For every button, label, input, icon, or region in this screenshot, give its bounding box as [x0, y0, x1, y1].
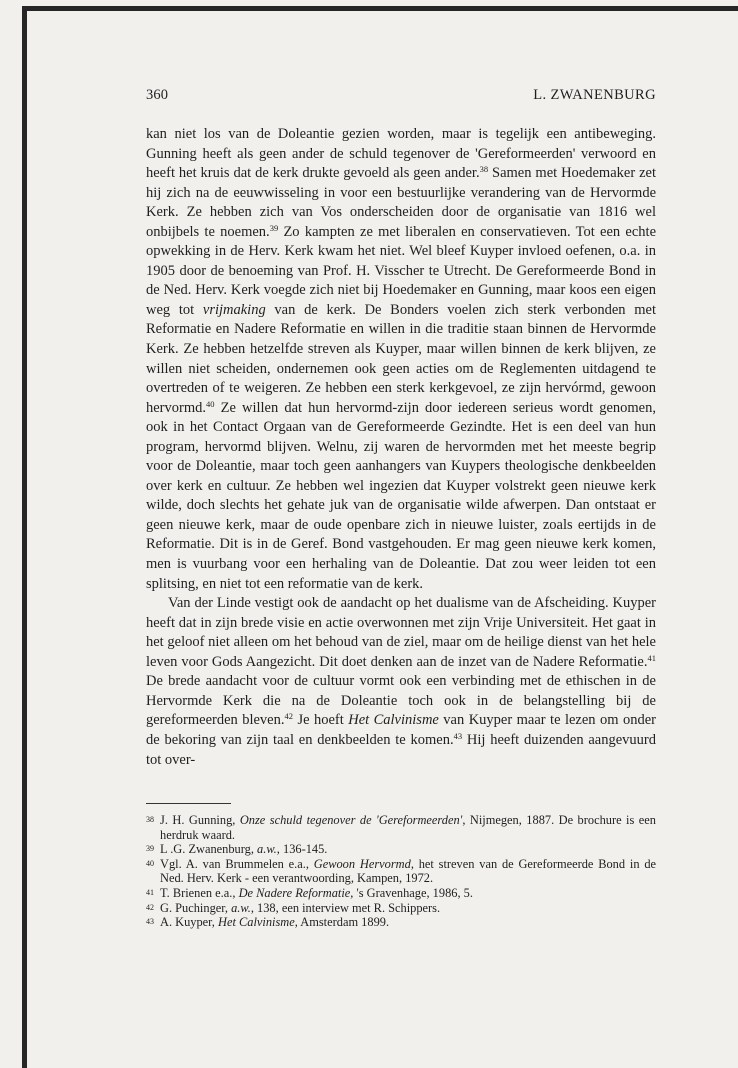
- footnote-text: [160, 857, 656, 886]
- scan-border-top: [22, 6, 738, 11]
- text-run: van Kuyper maar te lezen om onder de bekoring van zijn taal en denkbeelden te komen.: [146, 712, 656, 748]
- footnote-number: 39: [146, 844, 154, 854]
- footnote-item: [146, 915, 656, 930]
- italic-title: a.w.: [257, 842, 277, 857]
- italic-title: Gewoon Hervormd: [313, 856, 411, 871]
- footnote-number: 38: [146, 815, 154, 825]
- footnotes: [146, 813, 656, 930]
- text-run: Je hoeft: [293, 712, 349, 729]
- footnote-ref[interactable]: 39: [269, 222, 279, 233]
- footnote-number: 41: [146, 888, 154, 898]
- text-run: T. Brienen e.a.,: [160, 886, 239, 901]
- text-run: Van der Linde vestigt ook de aandacht op het dualisme van de Afscheiding. Kuyper heeft dat in zijn brede visie en actie overwonnen met zijn Vrije Universiteit. Het gaat in het geloof niet alleen om het behoud van de ziel, maar om de heilige dienst van het hele leven voor Gods Aangezicht. Dit doet denken aan de inzet van de Nadere Reformatie.: [146, 595, 656, 670]
- text-run: , het streven van de Gereformeerde Bond in de Ned. Herv. Kerk - een verantwoording, Kampen, 1972.: [160, 856, 657, 886]
- text-run: , 136-145.: [276, 842, 328, 857]
- footnote-text: [160, 813, 656, 842]
- footnote-item: [146, 857, 656, 886]
- footnote-item: [146, 842, 656, 857]
- text-run: Samen met Hoedemaker zet hij zich na de eeuwwisseling in voor een bestuurlijke verandering van de Hervormde Kerk. Ze hebben zich van Vos onderscheiden door de organisatie van 1816 wel onbijbels te noemen.: [146, 165, 656, 240]
- footnote-separator: [146, 803, 231, 804]
- italic-title: Onze schuld tegenover de 'Gereformeerden': [239, 813, 463, 828]
- text-run: , 's Gravenhage, 1986, 5.: [350, 886, 473, 901]
- footnote-ref[interactable]: 40: [206, 398, 215, 409]
- footnote-number: 42: [146, 902, 154, 912]
- text-run: Hij heeft duizenden aangevuurd tot over-: [146, 731, 656, 768]
- text-run: G. Puchinger,: [160, 900, 232, 915]
- italic-title: Het Calvinisme: [348, 712, 439, 729]
- footnote-ref[interactable]: 38: [479, 164, 489, 175]
- text-run: , Amsterdam 1899.: [294, 915, 390, 930]
- italic-title: De Nadere Reformatie: [238, 886, 351, 901]
- footnote-item: [146, 886, 656, 901]
- footnote-number: 43: [146, 917, 154, 927]
- italic-title: a.w.: [231, 900, 251, 915]
- text-run: Vgl. A. van Brummelen e.a.,: [160, 856, 314, 871]
- text-run: A. Kuyper,: [160, 915, 219, 930]
- body-text: [146, 125, 656, 770]
- text-run: , Nijmegen, 1887. De brochure is een herdruk waard.: [160, 813, 656, 842]
- running-head: [146, 87, 656, 109]
- text-run: Ze willen dat hun hervormd-zijn door iedereen serieus wordt genomen, ook in het Contact Orgaan van de Gereformeerde Gezindte. Het is een deel van hun program, hervormd blijven. Welnu, zij waren de hervormden met het meeste begrip voor de Doleantie, maar toch geen aanhangers van Kuypers theologische denkbeelden over kerk en cultuur. Ze hebben wel ingezien dat Kuyper volstrekt geen nieuwe kerk wilde, doch slechts het gehate juk van de organisatie wilde afwerpen. Dan ontstaat er geen nieuwe kerk, maar de oude openbare zich in nieuwe luister, zoals eertijds in de Reformatie. Dit is in de Geref. Bond vastgehouden. Er mag geen nieuwe kerk komen, men is vuurbang voor een herhaling van de Doleantie. Dat zou weer leiden tot een splitsing, en niet tot een reformatie van de kerk.: [146, 399, 656, 592]
- footnote-item: [146, 901, 656, 916]
- footnote-item: [146, 813, 656, 842]
- text-run: J. H. Gunning,: [160, 813, 240, 828]
- footnote-number: 40: [146, 858, 154, 868]
- running-head-author: L. ZWANENBURG: [533, 87, 656, 103]
- footnote-ref[interactable]: 42: [284, 711, 293, 722]
- page-number: 360: [146, 87, 169, 103]
- footnote-text: [160, 915, 656, 930]
- footnote-text: [160, 901, 656, 916]
- footnote-ref[interactable]: 43: [453, 730, 463, 741]
- paragraph: [146, 594, 656, 770]
- text-run: kan niet los van de Doleantie gezien worden, maar is tegelijk een antibeweging. Gunning heeft als geen ander de schuld tegenover de 'Gereformeerden' verwoord en heeft het kruis dat de kerk drukte gevoeld als geen ander.: [146, 126, 656, 182]
- footnote-text: [160, 886, 656, 901]
- italic-title: vrijmaking: [202, 301, 266, 318]
- footnote-ref[interactable]: 41: [647, 652, 656, 663]
- italic-title: Het Calvinisme: [218, 915, 295, 930]
- text-run: van de kerk. De Bonders voelen zich sterk verbonden met Reformatie en Nadere Reformatie en willen in die traditie staan binnen de Hervormde Kerk. Ze hebben hetzelfde streven als Kuyper, maar willen binnen de kerk blijven, ze willen niet scheiden, ondernemen ook geen acties om de Reglementen uitdagend te overtreden of te weigeren. Ze hebben een sterk kerkgevoel, ze zijn hervórmd, gewoon hervormd.: [146, 301, 656, 416]
- book-page: [146, 87, 656, 930]
- scan-border-left: [22, 6, 27, 1068]
- paragraph: [146, 125, 656, 594]
- text-run: De brede aandacht voor de cultuur vormt ook een verbinding met de ethischen in de Hervormde Kerk die na de Doleantie toch ook in de belangstelling bij de gereformeerden bleven.: [146, 673, 656, 729]
- text-run: , 138, een interview met R. Schippers.: [250, 900, 441, 915]
- text-run: L .G. Zwanenburg,: [160, 842, 258, 857]
- text-run: Zo kampten ze met liberalen en conservatieven. Tot een echte opwekking in de Herv. Kerk kwam het niet. Wel bleef Kuyper invloed oefenen, o.a. in 1905 door de benoeming van Prof. H. Visscher te Utrecht. De Gereformeerde Bond in de Ned. Herv. Kerk voegde zich niet bij Hoedemaker en Gunning, maar koos een eigen weg tot: [146, 223, 657, 318]
- footnote-text: [160, 842, 656, 857]
